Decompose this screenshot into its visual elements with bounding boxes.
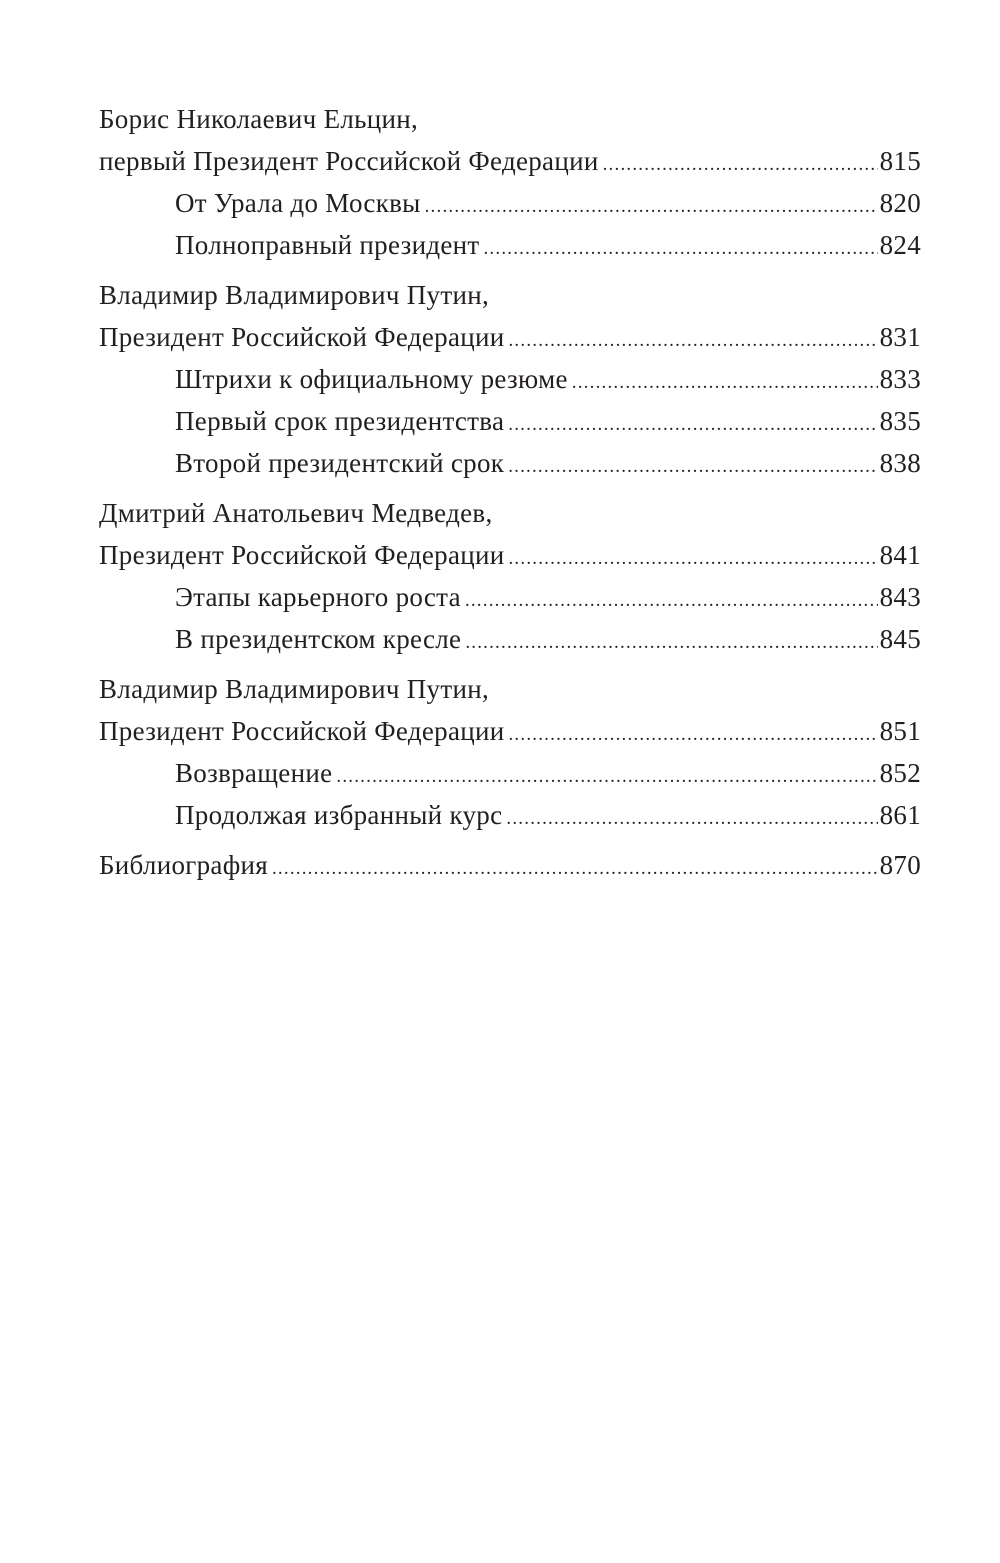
toc-page-number: 815 <box>879 146 921 176</box>
toc-page-number: 835 <box>879 406 921 436</box>
dot-leader <box>272 848 878 890</box>
table-of-contents <box>99 98 921 894</box>
toc-page-number: 833 <box>879 364 921 394</box>
toc-page-number: 852 <box>879 758 921 788</box>
dot-leader <box>572 362 878 404</box>
toc-subentry[interactable] <box>99 224 921 266</box>
toc-subentry[interactable] <box>99 576 921 618</box>
toc-entry-title: Библиография <box>99 850 268 880</box>
dot-leader <box>508 538 877 580</box>
toc-section-medvedev <box>99 492 921 660</box>
toc-heading-title: Дмитрий Анатольевич Медведев, <box>99 498 493 528</box>
toc-entry[interactable] <box>99 844 921 886</box>
toc-page-number: 851 <box>879 716 921 746</box>
toc-page-number: 861 <box>879 800 921 830</box>
dot-leader <box>506 798 877 840</box>
toc-entry-title: первый Президент Российской Федерации <box>99 146 599 176</box>
dot-leader <box>483 228 877 270</box>
toc-subentry-title: Возвращение <box>175 758 333 788</box>
dot-leader <box>465 580 878 622</box>
toc-subentry-title: Штрихи к официальному резюме <box>175 364 568 394</box>
toc-subentry-title: Второй президентский срок <box>175 448 505 478</box>
toc-subentry[interactable] <box>99 752 921 794</box>
toc-entry-title: Президент Российской Федерации <box>99 540 505 570</box>
toc-page-number: 843 <box>879 582 921 612</box>
dot-leader <box>508 446 877 488</box>
dot-leader <box>508 404 877 446</box>
toc-subentry[interactable] <box>99 794 921 836</box>
toc-entry-title: Президент Российской Федерации <box>99 716 505 746</box>
toc-section-putin-2 <box>99 668 921 836</box>
toc-section-putin-1 <box>99 274 921 484</box>
toc-entry[interactable] <box>99 710 921 752</box>
toc-entry-title: Президент Российской Федерации <box>99 322 505 352</box>
dot-leader <box>336 756 877 798</box>
dot-leader <box>603 144 878 186</box>
toc-subentry-title: От Урала до Москвы <box>175 188 421 218</box>
toc-subentry[interactable] <box>99 442 921 484</box>
toc-subentry[interactable] <box>99 182 921 224</box>
toc-heading-line <box>99 274 921 316</box>
dot-leader <box>508 714 877 756</box>
toc-subentry[interactable] <box>99 618 921 660</box>
toc-subentry[interactable] <box>99 400 921 442</box>
toc-page-number: 870 <box>879 850 921 880</box>
toc-page-number: 838 <box>879 448 921 478</box>
toc-page-number: 841 <box>879 540 921 570</box>
toc-heading-title: Владимир Владимирович Путин, <box>99 280 489 310</box>
dot-leader <box>508 320 877 362</box>
toc-heading-title: Владимир Владимирович Путин, <box>99 674 489 704</box>
toc-section-bibliography <box>99 844 921 886</box>
toc-subentry-title: Продолжая избранный курс <box>175 800 503 830</box>
toc-heading-title: Борис Николаевич Ельцин, <box>99 104 419 134</box>
toc-section-yeltsin <box>99 98 921 266</box>
toc-subentry-title: Этапы карьерного роста <box>175 582 461 612</box>
toc-entry[interactable] <box>99 316 921 358</box>
toc-page-number: 845 <box>879 624 921 654</box>
toc-heading-line <box>99 98 921 140</box>
dot-leader <box>465 622 877 664</box>
toc-subentry-title: Полноправный президент <box>175 230 480 260</box>
toc-subentry[interactable] <box>99 358 921 400</box>
toc-entry[interactable] <box>99 534 921 576</box>
toc-subentry-title: Первый срок президентства <box>175 406 505 436</box>
toc-page-number: 824 <box>879 230 921 260</box>
toc-page-number: 820 <box>879 188 921 218</box>
toc-page-number: 831 <box>879 322 921 352</box>
dot-leader <box>425 186 878 228</box>
toc-entry[interactable] <box>99 140 921 182</box>
toc-subentry-title: В президентском кресле <box>175 624 462 654</box>
toc-heading-line <box>99 492 921 534</box>
toc-heading-line <box>99 668 921 710</box>
